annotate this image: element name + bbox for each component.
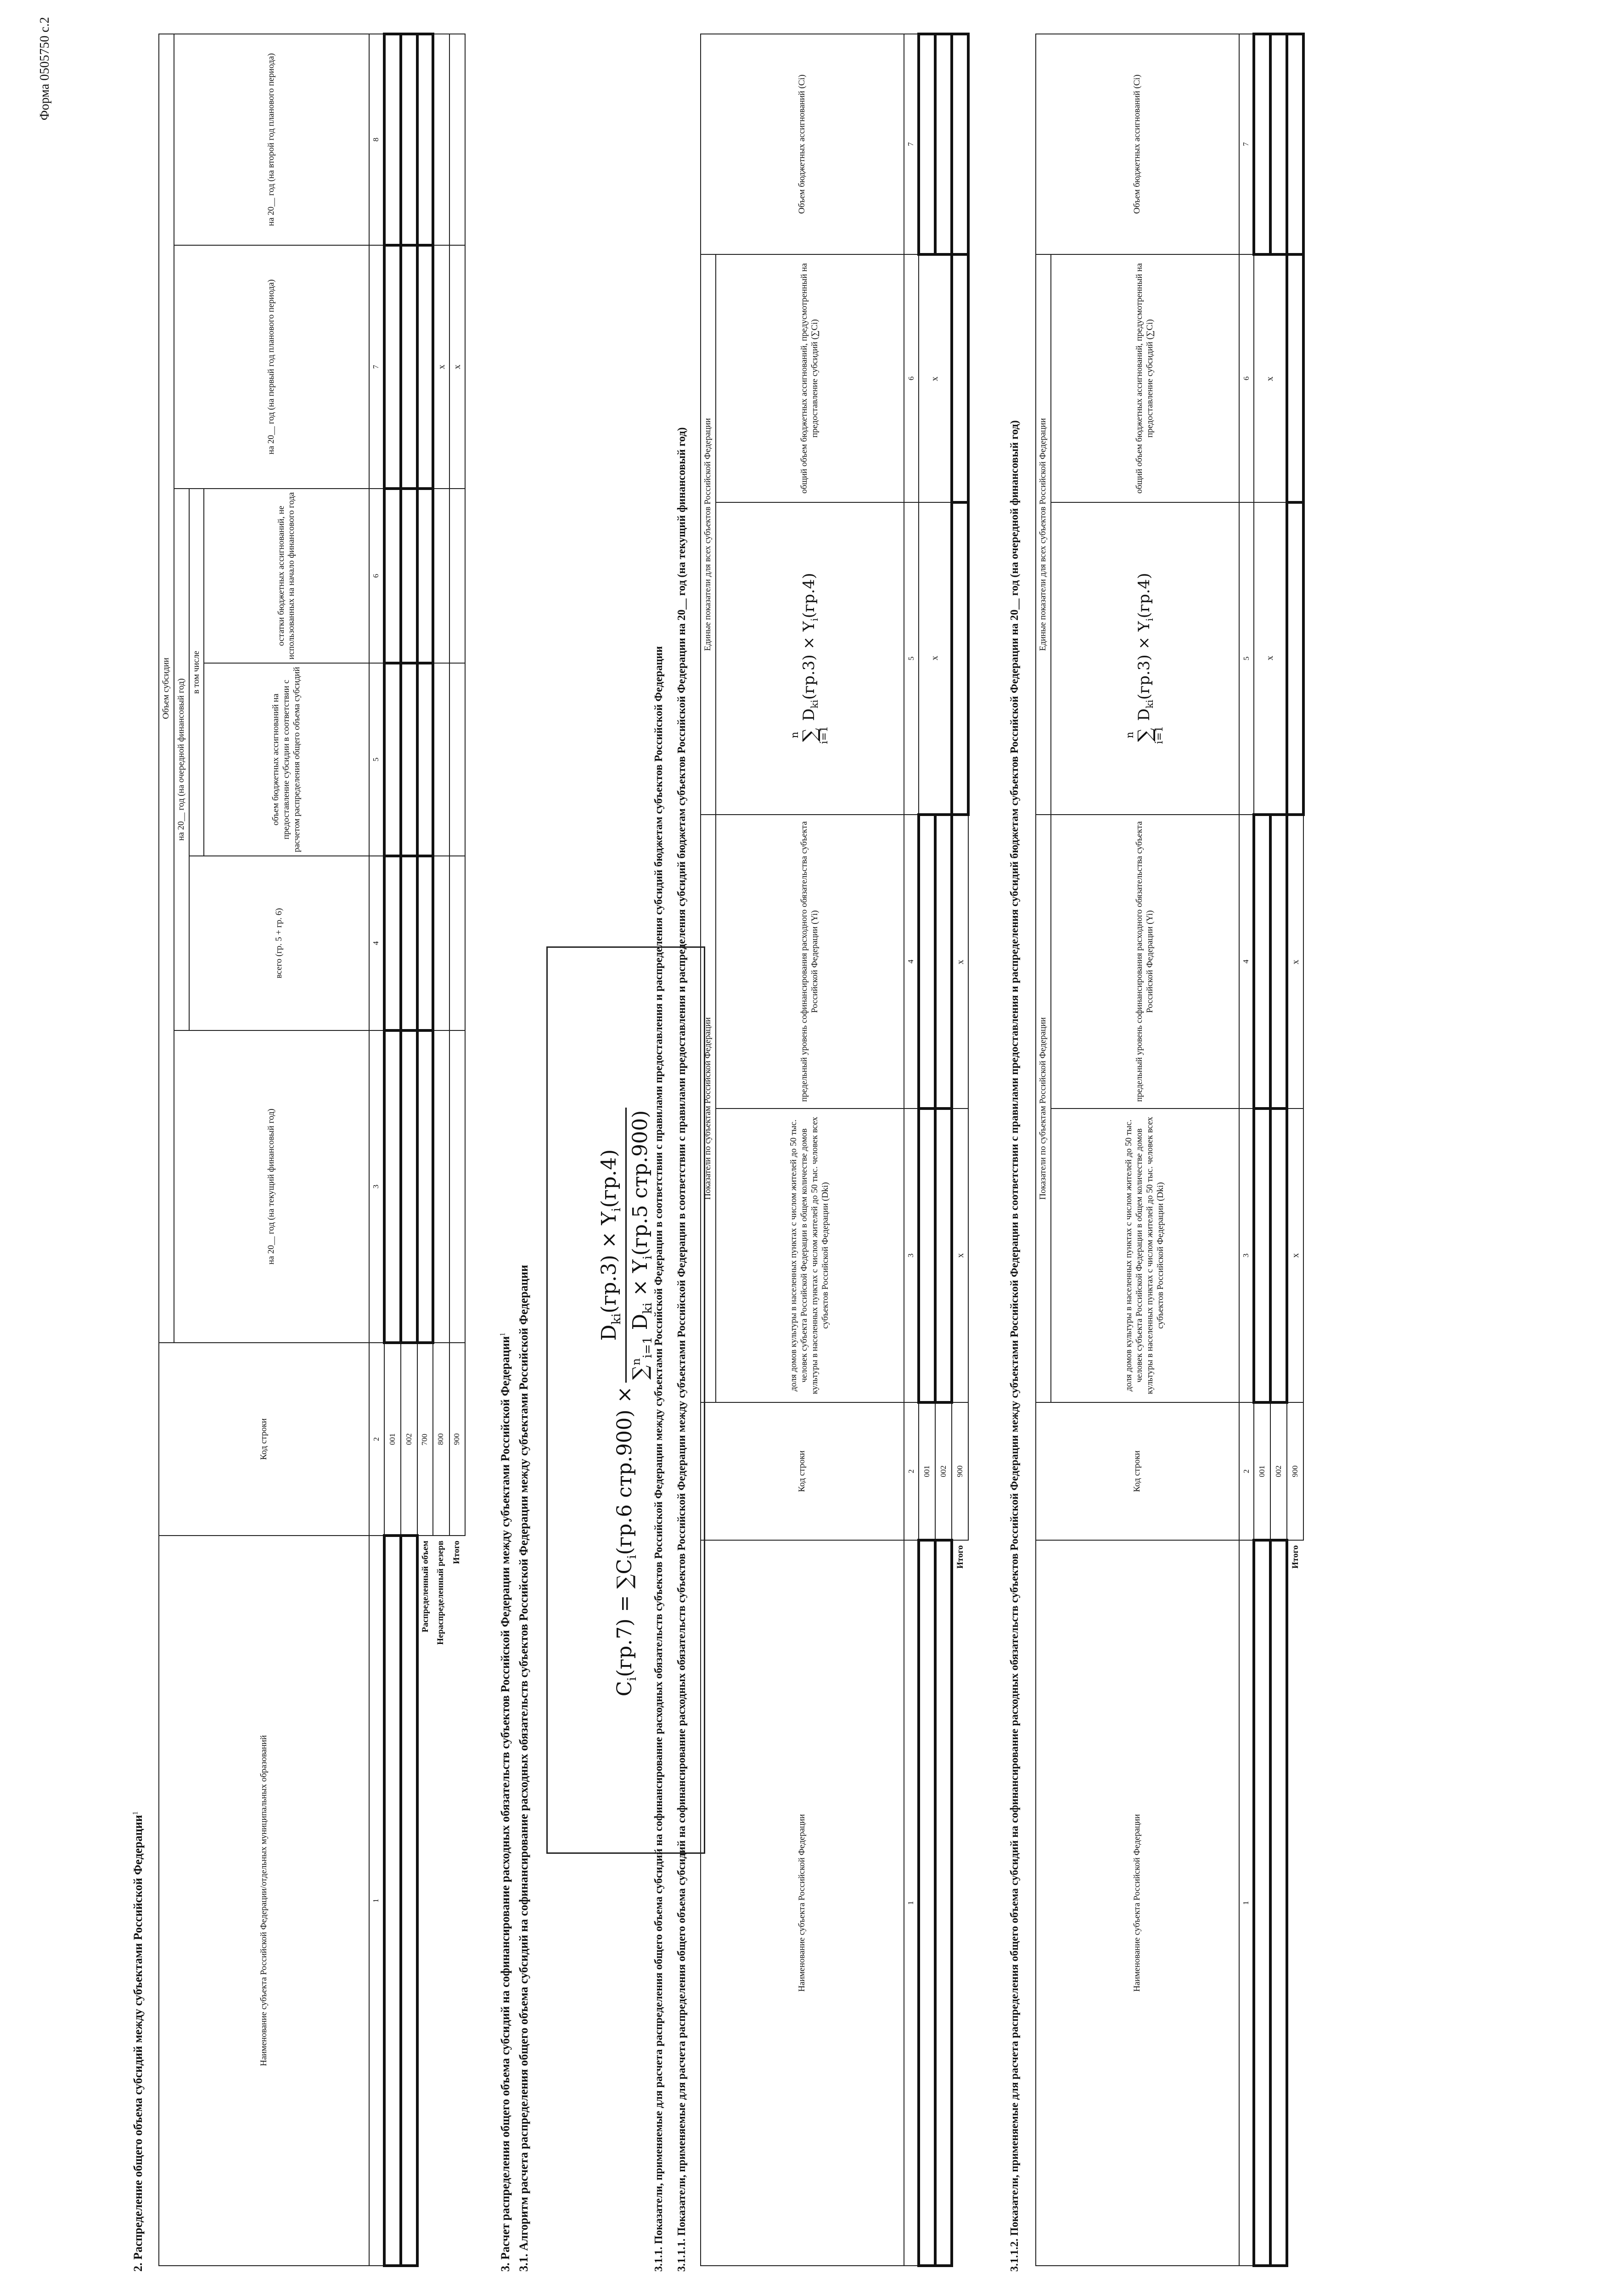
t1-col7-header: Объем бюджетных ассигнований (Ci) bbox=[701, 34, 904, 254]
s2-cell[interactable] bbox=[384, 663, 401, 856]
t1-cell[interactable] bbox=[919, 34, 935, 254]
t1-cell-x: x bbox=[952, 815, 968, 1109]
t2-row1-code: 001 bbox=[1254, 1402, 1270, 1540]
t2-cell[interactable] bbox=[1270, 815, 1287, 1109]
t1-colnum: 5 bbox=[904, 502, 919, 815]
t2-col4-header: предельный уровень софинансирования расходного обязательства субъекта Российской Федерации (Yi) bbox=[1051, 815, 1239, 1109]
s2-cell[interactable] bbox=[417, 856, 433, 1030]
s2-col2-header: Код строки bbox=[159, 1343, 369, 1536]
t2-row1-name[interactable] bbox=[1254, 1540, 1270, 2266]
t1-cell[interactable] bbox=[952, 34, 968, 254]
t1-row1-code: 001 bbox=[919, 1402, 935, 1540]
s2-col8-header: на 20__ год (на второй год планового периода) bbox=[174, 34, 370, 245]
s2-cell[interactable] bbox=[401, 489, 417, 663]
t2-colnum: 3 bbox=[1239, 1109, 1254, 1402]
t2-col6-header: общий объем бюджетных ассигнований, предусмотренный на предоставление субсидий (∑Ci) bbox=[1051, 254, 1239, 502]
s2-cell[interactable] bbox=[449, 34, 465, 245]
t2-cell[interactable] bbox=[1287, 34, 1303, 254]
t1-col3-header: доля домов культуры в населенных пунктах с числом жителей до 50 тыс. человек субъекта Российской Федерации в общем количестве домов культуры в населенных пунктах с числом жителей до 50 тыс. человек всех субъектов Российской Федерации (Dki) bbox=[716, 1109, 904, 1402]
s2-cell-x: x bbox=[433, 245, 449, 489]
t2-cell-x: x bbox=[1287, 1109, 1303, 1402]
t1-col5-formula: n ∑ i=1 $D_{ki}(гр.3) \times Y_i(гр.4)$ bbox=[716, 502, 904, 815]
t1-group2-header: Единые показатели для всех субъектов Российской Федерации bbox=[701, 254, 716, 815]
table-row bbox=[952, 34, 968, 2266]
s2-group-header: Объем субсидии bbox=[159, 34, 174, 1343]
t2-cell[interactable] bbox=[1270, 34, 1287, 254]
section31-title bbox=[517, 435, 532, 2272]
form-code: Форма 0505750 с.2 bbox=[38, 17, 52, 121]
s2-cell[interactable] bbox=[417, 34, 433, 245]
section2-footnote-mark: 1 bbox=[131, 1811, 140, 1815]
table-row bbox=[433, 34, 449, 2266]
table3112-title bbox=[1008, 22, 1022, 2272]
t1-col6-header: общий объем бюджетных ассигнований, предусмотренный на предоставление субсидий (∑Ci) bbox=[716, 254, 904, 502]
section311-title-text: 3.1.1. Показатели, применяемые для расчета распределения общего объема субсидий на софинансирование расходных обязательств субъектов Российской Федерации между субъектами Российской Федерации в соответствии с правилами предоставления и распределения субсидий бюджетам субъектов Российской Федерации bbox=[653, 646, 665, 2272]
s2-cell[interactable] bbox=[384, 245, 401, 489]
t2-cell[interactable] bbox=[1287, 254, 1303, 502]
s2-cell[interactable] bbox=[384, 489, 401, 663]
indicator-table-next-year bbox=[1035, 33, 1305, 2267]
s2-cell[interactable] bbox=[433, 489, 449, 663]
s2-cell[interactable] bbox=[417, 663, 433, 856]
t2-col7-header: Объем бюджетных ассигнований (Ci) bbox=[1036, 34, 1239, 254]
s2-summary-code: 700 bbox=[417, 1343, 433, 1536]
t2-cell[interactable] bbox=[1254, 815, 1270, 1109]
t1-cell-x: x bbox=[952, 1109, 968, 1402]
t1-group1-header: Показатели по субъектам Российской Федерации bbox=[701, 815, 716, 1402]
t2-colnum: 1 bbox=[1239, 1540, 1254, 2266]
s2-col6-header: остатки бюджетных ассигнований, не использованных на начало финансового года bbox=[204, 489, 369, 663]
s2-cell[interactable] bbox=[384, 1030, 401, 1343]
s2-col1-header: Наименование субъекта Российской Федерации/отдельных муниципальных образований bbox=[159, 1536, 369, 2266]
s2-cell[interactable] bbox=[401, 856, 417, 1030]
t1-cell[interactable] bbox=[935, 34, 952, 254]
s2-cell[interactable] bbox=[417, 1030, 433, 1343]
t1-col1-header: Наименование субъекта Российской Федерации bbox=[701, 1540, 904, 2266]
t1-cell[interactable] bbox=[935, 1109, 952, 1402]
t1-colnum: 2 bbox=[904, 1402, 919, 1540]
t1-colnum: 6 bbox=[904, 254, 919, 502]
section2-title-text: 2. Распределение общего объема субсидий между субъектами Российской Федерации bbox=[131, 1815, 145, 2272]
section2-table bbox=[158, 33, 466, 2267]
table-row bbox=[919, 34, 935, 2266]
t1-cell-x: x bbox=[919, 502, 952, 815]
s2-colnum: 3 bbox=[369, 1030, 384, 1343]
s2-cell[interactable] bbox=[384, 856, 401, 1030]
t2-cell[interactable] bbox=[1254, 1109, 1270, 1402]
s2-colnum: 2 bbox=[369, 1343, 384, 1536]
s2-colnum: 1 bbox=[369, 1536, 384, 2266]
t2-cell-x: x bbox=[1254, 254, 1287, 502]
t2-group2-header: Единые показатели для всех субъектов Российской Федерации bbox=[1036, 254, 1051, 815]
t1-colnum: 1 bbox=[904, 1540, 919, 2266]
s2-total-code: 900 bbox=[449, 1343, 465, 1536]
t2-col1-header: Наименование субъекта Российской Федерации bbox=[1036, 1540, 1239, 2266]
t1-cell[interactable] bbox=[919, 1109, 935, 1402]
t2-total-code: 900 bbox=[1287, 1402, 1303, 1540]
t2-cell[interactable] bbox=[1254, 34, 1270, 254]
t2-cell-x: x bbox=[1287, 815, 1303, 1109]
t1-colnum: 3 bbox=[904, 1109, 919, 1402]
s2-cell[interactable] bbox=[449, 663, 465, 856]
indicator-table-current-year bbox=[700, 33, 970, 2267]
s2-cell[interactable] bbox=[417, 245, 433, 489]
table3112-title-text: 3.1.1.2. Показатели, применяемые для расчета распределения общего объема субсидий на софинансирование расходных обязательств субъектов Российской Федерации между субъектами Российской Федерации в соответствии с правилами предоставления и распределения субсидий бюджетам субъектов Российской Федерации на 20__ год (на очередной финансовый год) bbox=[1009, 420, 1021, 2272]
s2-summary-label: Нераспределенный резерв bbox=[436, 1541, 446, 1645]
s2-summary-label: Распределенный объем bbox=[420, 1541, 430, 1632]
section31-title-text: 3.1. Алгоритм расчета распределения общего объема субсидий на софинансирование расходных обязательств субъектов Российской Федерации между субъектами Российской Федерации bbox=[517, 1265, 530, 2272]
s2-incl-header: в том числе bbox=[189, 489, 204, 856]
table3111-title bbox=[675, 22, 689, 2272]
t2-cell[interactable] bbox=[1287, 502, 1303, 815]
s2-cell[interactable] bbox=[433, 663, 449, 856]
table-row bbox=[449, 34, 465, 2266]
s2-row2-code: 002 bbox=[401, 1343, 417, 1536]
table3111-title-text: 3.1.1.1. Показатели, применяемые для расчета распределения общего объема субсидий на софинансирование расходных обязательств субъектов Российской Федерации между субъектами Российской Федерации в соответствии с правилами предоставления и распределения субсидий бюджетам субъектов Российской Федерации на 20__ год (на текущий финансовый год) bbox=[676, 427, 688, 2272]
s2-cell[interactable] bbox=[433, 856, 449, 1030]
section3-title bbox=[498, 435, 513, 2272]
s2-colnum: 4 bbox=[369, 856, 384, 1030]
t1-total-label: Итого bbox=[955, 1545, 966, 1569]
s2-cell[interactable] bbox=[401, 1030, 417, 1343]
table-row bbox=[384, 34, 401, 2266]
s2-cell[interactable] bbox=[433, 34, 449, 245]
t2-cell-x: x bbox=[1254, 502, 1287, 815]
t2-colnum: 2 bbox=[1239, 1402, 1254, 1540]
section3-footnote-mark: 1 bbox=[499, 1333, 507, 1336]
s2-cell[interactable] bbox=[401, 663, 417, 856]
s2-cell[interactable] bbox=[401, 245, 417, 489]
t2-colnum: 5 bbox=[1239, 502, 1254, 815]
s2-row1-code: 001 bbox=[384, 1343, 401, 1536]
s2-cell[interactable] bbox=[433, 1030, 449, 1343]
t1-cell[interactable] bbox=[952, 254, 968, 502]
s2-colnum: 6 bbox=[369, 489, 384, 663]
s2-colnum: 5 bbox=[369, 663, 384, 856]
t1-colnum: 4 bbox=[904, 815, 919, 1109]
t2-colnum: 6 bbox=[1239, 254, 1254, 502]
s2-total-label: Итого bbox=[452, 1541, 462, 1564]
t2-cell[interactable] bbox=[1270, 1109, 1287, 1402]
table-row bbox=[1254, 34, 1270, 2266]
s2-col5-header: объем бюджетных ассигнований на предоставление субсидии в соответствии с расчетом распределения общего объема субсидий bbox=[204, 663, 369, 856]
t1-col4-header: предельный уровень софинансирования расходного обязательства субъекта Российской Федерации (Yi) bbox=[716, 815, 904, 1109]
distribution-formula: $C_i(гр.7) = \sum C_i(гр.6$ стр.900) × $D_{ki}(гр.3) \times Y_i(гр.4)$ ∑$^n_{i=1}$ $D_{ki} \times Y_i(гр.5$ стр.900) bbox=[546, 946, 705, 1854]
t2-colnum: 4 bbox=[1239, 815, 1254, 1109]
s2-colnum: 8 bbox=[369, 34, 384, 245]
s2-cell[interactable] bbox=[384, 34, 401, 245]
t1-cell-x: x bbox=[919, 254, 952, 502]
s2-col3-header: на 20__ год (на текущий финансовый год) bbox=[174, 1030, 370, 1343]
s2-cell-x: x bbox=[449, 245, 465, 489]
t2-row2-code: 002 bbox=[1270, 1402, 1287, 1540]
s2-cell[interactable] bbox=[449, 489, 465, 663]
section2-title bbox=[131, 894, 146, 2272]
s2-next-year-header: на 20__ год (на очередной финансовый год) bbox=[174, 489, 189, 1030]
s2-summary-code: 800 bbox=[433, 1343, 449, 1536]
s2-row1-label[interactable] bbox=[384, 1536, 401, 2266]
t1-cell[interactable] bbox=[919, 815, 935, 1109]
t1-total-code: 900 bbox=[952, 1402, 968, 1540]
s2-col7-header: на 20__ год (на первый год планового периода) bbox=[174, 245, 370, 489]
t2-col3-header: доля домов культуры в населенных пунктах с числом жителей до 50 тыс. человек субъекта Российской Федерации в общем количестве домов культуры в населенных пунктах с числом жителей до 50 тыс. человек всех субъектов Российской Федерации (Dki) bbox=[1051, 1109, 1239, 1402]
s2-cell[interactable] bbox=[449, 856, 465, 1030]
s2-col4-header: всего (гр. 5 + гр. 6) bbox=[189, 856, 370, 1030]
s2-cell[interactable] bbox=[401, 34, 417, 245]
t2-total-label: Итого bbox=[1291, 1545, 1301, 1569]
t1-row1-name[interactable] bbox=[919, 1540, 935, 2266]
s2-colnum: 7 bbox=[369, 245, 384, 489]
t1-row2-code: 002 bbox=[935, 1402, 952, 1540]
t2-col5-formula: n ∑ i=1 $D_{ki}(гр.3) \times Y_i(гр.4)$ bbox=[1051, 502, 1239, 815]
s2-cell[interactable] bbox=[417, 489, 433, 663]
t1-cell[interactable] bbox=[952, 502, 968, 815]
table-row bbox=[401, 34, 417, 2266]
t1-cell[interactable] bbox=[935, 815, 952, 1109]
section311-title bbox=[652, 22, 666, 2272]
section3-title-text: 3. Расчет распределения общего объема субсидий на софинансирование расходных обязательств субъектов Российской Федерации между субъектами Российской Федерации bbox=[499, 1336, 512, 2272]
t1-colnum: 7 bbox=[904, 34, 919, 254]
t2-row2-name[interactable] bbox=[1270, 1540, 1287, 2266]
table-row bbox=[417, 34, 433, 2266]
t1-row2-name[interactable] bbox=[935, 1540, 952, 2266]
table-row bbox=[1287, 34, 1303, 2266]
t2-colnum: 7 bbox=[1239, 34, 1254, 254]
t1-col2-header: Код строки bbox=[701, 1402, 904, 1540]
t2-group1-header: Показатели по субъектам Российской Федерации bbox=[1036, 815, 1051, 1402]
s2-row2-label[interactable] bbox=[401, 1536, 417, 2266]
s2-cell[interactable] bbox=[449, 1030, 465, 1343]
t2-col2-header: Код строки bbox=[1036, 1402, 1239, 1540]
